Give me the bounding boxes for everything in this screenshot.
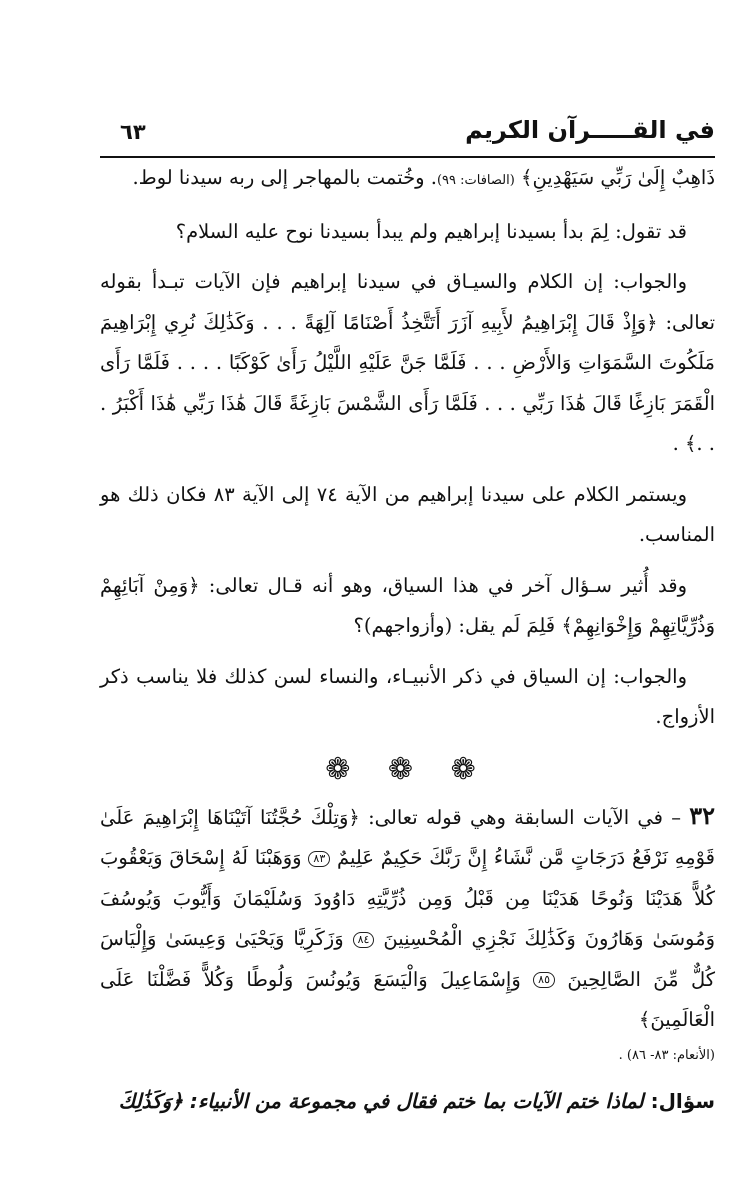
quran-quote: ﴿وَمِنْ آبَائِهِمْ وَذُرِّيَّاتِهِمْ وَإِخْوَانِهِمْ﴾ [100,573,715,637]
running-title-prefix: في الق [632,116,715,144]
quran-quote: وَزَكَرِيَّا وَيَحْيَىٰ وَعِيسَىٰ وَإِلْيَاسَ كُلٌّ مِّنَ الصَّالِحِينَ [100,927,716,991]
paragraph-text: فَلِمَ لَم يقل: (وأزواجهم)؟ [353,614,562,637]
running-title-stretch: ـــــ [591,116,633,144]
page-header [100,112,715,158]
page-number: ٦٣ [120,120,146,144]
paragraph-4: ويستمر الكلام على سيدنا إبراهيم من الآية ٧٤ إلى الآية ٨٣ فكان ذلك هو المناسب. [100,482,715,546]
paragraph-text: وقد أُثير سـؤال آخر في هذا السياق، وهو أنه قـال تعالى: [199,573,687,597]
question-text: لماذا ختم الآيات بما ختم فقال في مجموعة من الأنبياء: ﴿وَكَذَٰلِكَ [118,1088,651,1113]
paragraph-text: . وخُتمت بالمهاجر إلى ربه سيدنا لوط. [132,166,437,189]
quran-quote: وَإِسْمَاعِيلَ وَالْيَسَعَ وَيُونُسَ وَلُوطًا وَكُلاًّ فَضَّلْنَا عَلَى الْعَالَمِينَ﴾ [100,967,715,1031]
page-body [100,158,715,1121]
ayah-number-marker: ٨٣ [308,851,330,867]
section-intro: – في الآيات السابقة وهي قوله تعالى: [359,805,690,829]
running-title-suffix: رآن الكريم [465,116,592,144]
paragraph-6: والجواب: إن السياق في ذكر الأنبيـاء، والنساء لسن كذلك فلا يناسب ذكر الأزواج. [100,664,715,728]
verse-reference: (الصافات: ٩٩) [436,173,515,188]
paragraph-3 [100,262,715,465]
paragraph-text: . [672,432,685,455]
paragraph-1 [100,158,715,202]
verse-reference: (الأنعام: ٨٣- ٨٦) . [618,1047,715,1063]
quran-quote: وَوَهَبْنَا لَهُ إِسْحَاقَ وَيَعْقُوبَ كُلاًّ هَدَيْنَا وَنُوحًا هَدَيْنَا مِن قَبْلُ وَمِن ذُرِّيَّتِهِ دَاوُودَ وَسُلَيْمَانَ وَأَيُّوبَ وَيُوسُفَ وَمُوسَىٰ وَهَارُونَ وَكَذَٰلِكَ نَجْزِي الْمُحْسِنِينَ [100,846,715,950]
question-label: سؤال: [650,1088,715,1113]
section-32 [100,796,715,1041]
section-number: ٣٢ [689,800,715,830]
flower-divider: ❁ ❁ ❁ [325,751,490,787]
quran-quote: ﴿وَتِلْكَ حُجَّتُنَا آتَيْنَاهَا إِبْرَاهِيمَ عَلَىٰ قَوْمِهِ نَرْفَعُ دَرَجَاتٍ مَّن نَّشَاءُ إِنَّ رَبَّكَ حَكِيمٌ عَلِيمٌ [100,805,715,869]
running-title [465,116,715,144]
paragraph-2: قد تقول: لِمَ بدأ بسيدنا إبراهيم ولم يبدأ بسيدنا نوح عليه السلام؟ [175,219,687,243]
paragraph-text: والجواب: إن الكلام والسيـاق في سيدنا إبراهيم فإن الآيات تبـدأ بقوله تعالى: [100,270,716,334]
ayah-number-marker: ٨٥ [533,972,555,988]
quran-quote: ذَاهِبٌ إِلَىٰ رَبِّي سَيَهْدِينِ﴾ [521,166,715,189]
question-line [100,1081,715,1121]
quran-quote: ﴿وَإِذْ قَالَ إِبْرَاهِيمُ لأَبِيهِ آزَرَ أَتَتَّخِذُ أَصْنَامًا آلِهَةً . . . وَكَذَٰلِكَ نُرِي إِبْرَاهِيمَ مَلَكُوتَ السَّمَوَاتِ وَالأَرْضِ . . . فَلَمَّا جَنَّ عَلَيْهِ اللَّيْلُ رَأَىٰ كَوْكَبًا . . . . فَلَمَّا رَأَى الْقَمَرَ بَازِغًا قَالَ هَٰذَا رَبِّي . . . فَلَمَّا رَأَى الشَّمْسَ بَازِغَةً قَالَ هَٰذَا رَبِّي هَٰذَا أَكْبَرُ . . .﴾ [100,310,715,455]
paragraph-5 [100,566,715,647]
ayah-number-marker: ٨٤ [353,932,375,948]
